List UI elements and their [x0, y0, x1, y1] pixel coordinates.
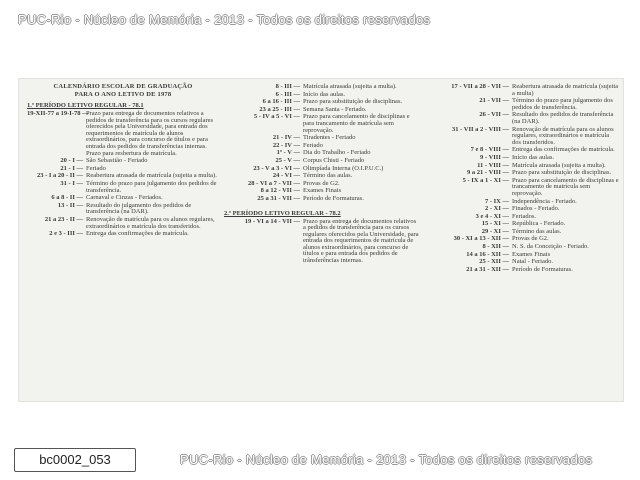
calendar-entry	[27, 166, 219, 173]
calendar-entry	[224, 166, 420, 173]
entry-description: Exames Finais	[512, 250, 551, 258]
entry-description: Início das aulas.	[512, 153, 555, 161]
entry-date: 19 - VI a 14 - VII —	[244, 217, 300, 225]
entry-date: 2 - XI —	[484, 205, 509, 213]
entry-description: Término das aulas.	[512, 227, 562, 235]
calendar-entry	[425, 244, 619, 251]
calendar-entry	[27, 203, 219, 216]
entry-date: 23 a 25 - III —	[259, 105, 300, 113]
entry-date: 25 - V —	[275, 156, 300, 164]
calendar-entry	[224, 135, 420, 142]
entry-date: 7 e 8 - VIII —	[470, 146, 509, 154]
entry-date: 9 - VIII —	[480, 153, 509, 161]
entry-description: Feriados.	[512, 212, 537, 220]
entry-date: 23 - I a 20 - II —	[36, 172, 83, 180]
entry-date: 1º - V —	[276, 149, 300, 157]
calendar-entry	[425, 112, 619, 125]
entry-date: 31 - VII a 2 - VIII —	[451, 125, 509, 133]
entry-description: Independência - Feriado.	[512, 197, 577, 205]
calendar-entry	[27, 181, 219, 194]
entry-date: 14 a 16 - XII —	[466, 250, 509, 258]
entry-date: 5 - IX a 1 - XI —	[462, 176, 509, 184]
entry-description: Provas de G2.	[512, 235, 549, 243]
calendar-entry	[27, 217, 219, 230]
column-1	[27, 83, 219, 238]
calendar-entry	[27, 195, 219, 202]
entry-description: Matrícula atrasada (sujeita a multa).	[512, 161, 606, 169]
entry-description: Entrega das confirmações de matrícula.	[86, 230, 189, 238]
entry-description: Feriado	[86, 164, 106, 172]
entry-date: 6 a 16 - III —	[262, 98, 300, 106]
entry-date: 21 - I —	[60, 164, 83, 172]
entry-date: 15 - XI —	[481, 220, 509, 228]
calendar-entry	[425, 163, 619, 170]
calendar-entry	[224, 107, 420, 114]
calendar-entry	[27, 158, 219, 165]
entry-date: 5 - IV a 5 - VI —	[253, 113, 300, 121]
entry-description: Prazo para cancelamento de disciplinas e para trancamento de matrícula sem reprovação.	[303, 113, 410, 134]
calendar-entry	[224, 181, 420, 188]
entry-description: Olimpíada Interna (O.I.P.U.C.)	[303, 164, 384, 172]
entry-date: 21 - VII —	[479, 97, 509, 105]
entry-description: Término do prazo para julgamento dos pedidos de transferência.	[86, 179, 217, 194]
entry-date: 20 - I —	[60, 157, 83, 165]
entry-description: Provas de G2.	[303, 179, 340, 187]
entry-description: Término do prazo para julgamento dos pedidos de transferência.	[512, 97, 613, 111]
calendar-entry	[425, 267, 619, 274]
column-3	[425, 83, 619, 273]
entry-description: Prazo para entrega de documentos relativos a pedidos de transferência para os cursos regulares oferecidos pela Universidade, para entrada dos requerimentos de matrícula de alunos extraordinários, para concurso de títulos e para entrada dos pedidos de trânsferências internas.	[303, 217, 419, 265]
entry-date: 21 a 31 - XII —	[466, 265, 509, 273]
watermark-bottom: PUC-Rio - Núcleo de Memória - 2013 - Todos os direitos reservados	[180, 452, 593, 467]
entry-description: Tiradentes - Feriado	[303, 134, 356, 142]
entry-description: Renovação de matrícula para os alunos regulares, extraordinários e matrícula dos transferidos.	[512, 125, 614, 146]
calendar-entry	[425, 98, 619, 111]
entry-date: 25 a 31 - VII —	[257, 194, 300, 202]
entry-date: 8 - III —	[275, 83, 300, 90]
calendar-entry	[224, 158, 420, 165]
entry-description: Período de Formaturas.	[303, 194, 364, 202]
calendar-entry	[27, 111, 219, 157]
entry-date: 26 - VII —	[479, 111, 509, 119]
entry-description: República - Feriado.	[512, 220, 566, 228]
entry-description: Período de Formaturas.	[512, 265, 573, 273]
period-1-heading: 1.º PERÍODO LETIVO REGULAR - 78.1	[27, 102, 144, 109]
calendar-entry	[425, 206, 619, 213]
calendar-entry	[425, 178, 619, 198]
calendar-entries-col1	[27, 111, 219, 238]
entry-date: 31 - I —	[60, 179, 83, 187]
calendar-entry	[425, 199, 619, 206]
entry-description: N. S. da Conceição - Feriado.	[512, 243, 589, 251]
entry-description: Corpus Chisti - Feriado	[303, 156, 365, 164]
entry-date: 6 a 8 - II —	[51, 194, 83, 202]
entry-date: 3 e 4 - XI —	[475, 212, 509, 220]
entry-description: Dia do Trabalho - Feriado	[303, 149, 371, 157]
document-title-line-2: PARA O ANO LETIVO DE 1978	[74, 91, 172, 98]
calendar-entry	[27, 231, 219, 238]
entry-date: 2 e 3 - III —	[49, 230, 83, 238]
calendar-entry	[224, 173, 420, 180]
calendar-entry	[224, 92, 420, 99]
calendar-entry	[425, 170, 619, 177]
entry-description: Entrega das confirmações de matrícula.	[512, 146, 615, 154]
entry-description: Prazo para cancelamento de disciplinas e trancamento de matrícula sem reprovação.	[512, 176, 619, 197]
image-id-label: bc0002_053	[14, 448, 136, 472]
entry-date: 7 - IX —	[484, 197, 509, 205]
calendar-entry	[425, 221, 619, 228]
period-2-heading: 2.º PERÍODO LETIVO REGULAR - 78.2	[224, 209, 341, 217]
entry-description: São Sebastião - Feriado	[86, 157, 148, 165]
entry-date: 30 - XI a 13 - XII —	[453, 235, 509, 243]
calendar-entry	[425, 236, 619, 243]
calendar-entry	[224, 219, 420, 265]
entry-description: Término das aulas.	[303, 172, 353, 180]
calendar-entry	[425, 155, 619, 162]
watermark-top: PUC-Rio - Núcleo de Memória - 2013 - Todos os direitos reservados	[18, 12, 431, 27]
entry-description: Resultado dos pedidos de transferência (na DAR).	[512, 111, 614, 125]
entry-date: 8 - XII —	[482, 243, 509, 251]
entry-description: Carnaval e Cinzas - Feriados.	[86, 194, 163, 202]
entry-date: 24 - VI —	[272, 172, 300, 180]
calendar-entry	[224, 84, 420, 91]
entry-date: 25 - XII —	[479, 258, 509, 266]
calendar-entry	[27, 173, 219, 180]
calendar-entry	[224, 99, 420, 106]
entry-description: Exames Finais	[303, 187, 342, 195]
calendar-entries-col2a	[224, 84, 420, 203]
entry-description: Finados - Feriado.	[512, 205, 560, 213]
entry-date: 11 - VIII —	[477, 161, 509, 169]
calendar-entry	[425, 147, 619, 154]
calendar-entries-col2b	[224, 219, 420, 265]
calendar-entry	[425, 214, 619, 221]
entry-date: 21 a 23 - II —	[44, 215, 83, 223]
entry-date: 21 - IV —	[272, 134, 300, 142]
calendar-entry	[425, 252, 619, 259]
entry-description: Prazo para entrega de documentos relativos a pedidos de transferência para os cursos regulares oferecidos pela Universidade, para entrada dos requerimentos de matrícula de alunos extraordinários, para concurso de títulos e para entrada dos pedidos de transferências internas. Prazo para resbertura de matrícula.	[86, 110, 214, 157]
entry-description: Natal - Feriado.	[512, 258, 553, 266]
entry-description: Reabertura atrasada de matrícula (sujeita a multa).	[86, 172, 217, 180]
entry-description: Reabertura atrasada de matrícula (sujeita a multa)	[512, 83, 619, 97]
entry-description: Prazo para substituição de disciplinas.	[512, 169, 612, 177]
document-title-line-1: CALENDÁRIO ESCOLAR DE GRADUAÇÃO	[53, 83, 193, 90]
calendar-entry	[224, 188, 420, 195]
entry-description: Matrícula atrasada (sujeita a multa).	[303, 83, 397, 90]
entry-date: 19-XII-77 a 19-I-78 —	[27, 110, 89, 117]
column-2	[224, 83, 420, 265]
entry-description: Feriado	[303, 141, 323, 149]
entry-description: Prazo para substituição de disciplinas.	[303, 98, 403, 106]
calendar-entry	[224, 143, 420, 150]
entry-date: 6 - III —	[275, 90, 300, 98]
calendar-entry	[224, 150, 420, 157]
entry-description: Início das aulas.	[303, 90, 346, 98]
calendar-entry	[425, 259, 619, 266]
entry-description: Resultado do julgamento dos pedidos de transferência (na DAR).	[86, 201, 192, 216]
entry-date: 17 - VII a 28 - VII —	[451, 83, 509, 90]
entry-description: Renovação de matrícula para os alunos regulares, extraordinários e matrícula dos transferidos.	[86, 215, 215, 230]
entry-date: 23 - V a 3 - VI —	[253, 164, 300, 172]
entry-date: 13 - II —	[57, 201, 83, 209]
calendar-entry	[425, 229, 619, 236]
calendar-entry	[425, 84, 619, 97]
calendar-entries-col3	[425, 84, 619, 273]
entry-date: 28 - VI a 7 - VII —	[248, 179, 300, 187]
entry-date: 9 a 21 - VIII —	[467, 169, 509, 177]
calendar-entry	[425, 127, 619, 147]
entry-date: 29 - XI —	[481, 227, 509, 235]
calendar-entry	[224, 196, 420, 203]
calendar-entry	[224, 114, 420, 134]
entry-date: 22 - IV —	[272, 141, 300, 149]
entry-date: 8 a 12 - VII —	[260, 187, 300, 195]
calendar-document	[18, 78, 624, 402]
entry-description: Semana Santa - Feriado.	[303, 105, 367, 113]
